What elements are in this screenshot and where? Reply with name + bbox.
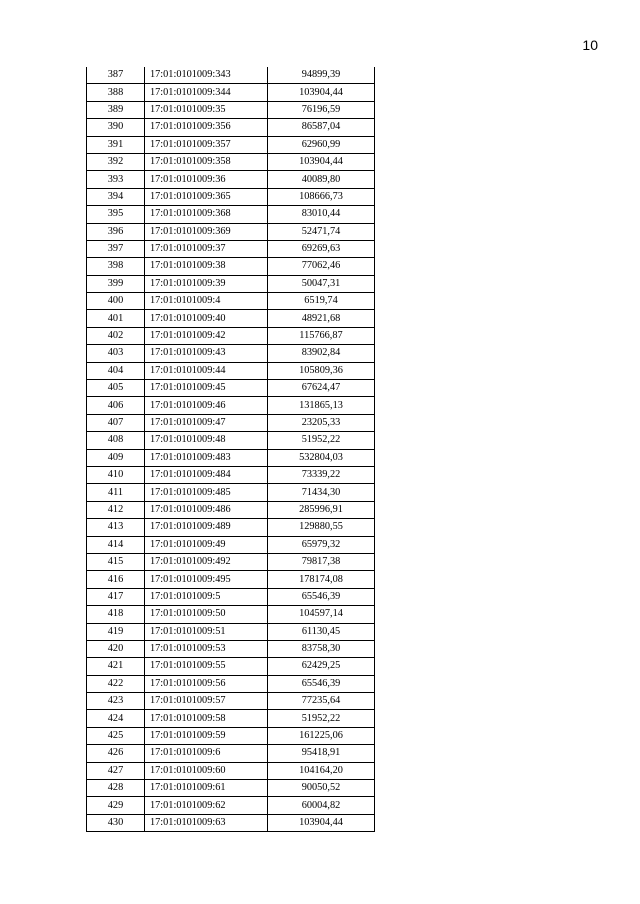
table-row: [87, 658, 375, 675]
row-number-cell: 411: [87, 484, 145, 501]
cadastral-value-cell: 90050,52: [268, 780, 375, 797]
cadastral-value-cell: 115766,87: [268, 327, 375, 344]
cadastral-number-cell: 17:01:0101009:38: [145, 258, 268, 275]
table-row: [87, 206, 375, 223]
cadastral-value-cell: 108666,73: [268, 188, 375, 205]
cadastral-value-cell: 103904,44: [268, 153, 375, 170]
table-row: [87, 153, 375, 170]
table-row: [87, 380, 375, 397]
table-row: [87, 414, 375, 431]
cadastral-value-cell: 105809,36: [268, 362, 375, 379]
table-row: [87, 675, 375, 692]
cadastral-number-cell: 17:01:0101009:51: [145, 623, 268, 640]
cadastral-number-cell: 17:01:0101009:483: [145, 449, 268, 466]
cadastral-value-cell: 73339,22: [268, 466, 375, 483]
cadastral-value-cell: 94899,39: [268, 67, 375, 84]
row-number-cell: 427: [87, 762, 145, 779]
row-number-cell: 400: [87, 293, 145, 310]
cadastral-number-cell: 17:01:0101009:55: [145, 658, 268, 675]
table-row: [87, 519, 375, 536]
cadastral-number-cell: 17:01:0101009:46: [145, 397, 268, 414]
table-row: [87, 693, 375, 710]
cadastral-value-cell: 83902,84: [268, 345, 375, 362]
cadastral-value-cell: 65546,39: [268, 675, 375, 692]
table-row: [87, 345, 375, 362]
table-row: [87, 293, 375, 310]
cadastral-value-cell: 86587,04: [268, 119, 375, 136]
table-row: [87, 327, 375, 344]
row-number-cell: 389: [87, 101, 145, 118]
cadastral-value-cell: 65546,39: [268, 588, 375, 605]
row-number-cell: 417: [87, 588, 145, 605]
table-row: [87, 223, 375, 240]
cadastral-value-cell: 79817,38: [268, 553, 375, 570]
table-row: [87, 101, 375, 118]
cadastral-value-cell: 40089,80: [268, 171, 375, 188]
cadastral-number-cell: 17:01:0101009:63: [145, 814, 268, 831]
row-number-cell: 428: [87, 780, 145, 797]
row-number-cell: 426: [87, 745, 145, 762]
cadastral-number-cell: 17:01:0101009:43: [145, 345, 268, 362]
cadastral-value-cell: 61130,45: [268, 623, 375, 640]
cadastral-number-cell: 17:01:0101009:484: [145, 466, 268, 483]
cadastral-value-cell: 104164,20: [268, 762, 375, 779]
cadastral-number-cell: 17:01:0101009:37: [145, 240, 268, 257]
row-number-cell: 424: [87, 710, 145, 727]
cadastral-number-cell: 17:01:0101009:45: [145, 380, 268, 397]
cadastral-number-cell: 17:01:0101009:356: [145, 119, 268, 136]
table-row: [87, 571, 375, 588]
cadastral-number-cell: 17:01:0101009:50: [145, 606, 268, 623]
cadastral-value-cell: 51952,22: [268, 710, 375, 727]
cadastral-number-cell: 17:01:0101009:60: [145, 762, 268, 779]
row-number-cell: 401: [87, 310, 145, 327]
cadastral-number-cell: 17:01:0101009:4: [145, 293, 268, 310]
row-number-cell: 422: [87, 675, 145, 692]
page-number: 10: [582, 37, 598, 53]
row-number-cell: 391: [87, 136, 145, 153]
cadastral-value-cell: 48921,68: [268, 310, 375, 327]
row-number-cell: 406: [87, 397, 145, 414]
table-row: [87, 188, 375, 205]
table-row: [87, 84, 375, 101]
cadastral-number-cell: 17:01:0101009:48: [145, 432, 268, 449]
row-number-cell: 413: [87, 519, 145, 536]
cadastral-number-cell: 17:01:0101009:35: [145, 101, 268, 118]
table-row: [87, 258, 375, 275]
table-body: [87, 67, 375, 832]
cadastral-value-cell: 178174,08: [268, 571, 375, 588]
table-row: [87, 240, 375, 257]
cadastral-number-cell: 17:01:0101009:47: [145, 414, 268, 431]
table-row: [87, 588, 375, 605]
cadastral-value-cell: 95418,91: [268, 745, 375, 762]
cadastral-value-cell: 77235,64: [268, 693, 375, 710]
cadastral-value-cell: 62429,25: [268, 658, 375, 675]
cadastral-number-cell: 17:01:0101009:62: [145, 797, 268, 814]
row-number-cell: 404: [87, 362, 145, 379]
row-number-cell: 397: [87, 240, 145, 257]
row-number-cell: 410: [87, 466, 145, 483]
cadastral-number-cell: 17:01:0101009:59: [145, 727, 268, 744]
row-number-cell: 388: [87, 84, 145, 101]
table-row: [87, 745, 375, 762]
table-row: [87, 362, 375, 379]
table-row: [87, 762, 375, 779]
cadastral-number-cell: 17:01:0101009:485: [145, 484, 268, 501]
cadastral-value-table: [86, 67, 375, 832]
table-row: [87, 397, 375, 414]
table-row: [87, 814, 375, 831]
row-number-cell: 395: [87, 206, 145, 223]
cadastral-value-cell: 65979,32: [268, 536, 375, 553]
row-number-cell: 403: [87, 345, 145, 362]
cadastral-number-cell: 17:01:0101009:5: [145, 588, 268, 605]
cadastral-number-cell: 17:01:0101009:369: [145, 223, 268, 240]
table-row: [87, 310, 375, 327]
cadastral-number-cell: 17:01:0101009:40: [145, 310, 268, 327]
row-number-cell: 421: [87, 658, 145, 675]
row-number-cell: 412: [87, 501, 145, 518]
cadastral-value-cell: 23205,33: [268, 414, 375, 431]
cadastral-number-cell: 17:01:0101009:36: [145, 171, 268, 188]
row-number-cell: 420: [87, 640, 145, 657]
row-number-cell: 398: [87, 258, 145, 275]
table-row: [87, 67, 375, 84]
cadastral-number-cell: 17:01:0101009:486: [145, 501, 268, 518]
row-number-cell: 419: [87, 623, 145, 640]
row-number-cell: 418: [87, 606, 145, 623]
table-row: [87, 136, 375, 153]
cadastral-value-cell: 131865,13: [268, 397, 375, 414]
row-number-cell: 390: [87, 119, 145, 136]
row-number-cell: 429: [87, 797, 145, 814]
cadastral-number-cell: 17:01:0101009:365: [145, 188, 268, 205]
cadastral-number-cell: 17:01:0101009:56: [145, 675, 268, 692]
cadastral-value-cell: 76196,59: [268, 101, 375, 118]
cadastral-number-cell: 17:01:0101009:6: [145, 745, 268, 762]
row-number-cell: 409: [87, 449, 145, 466]
row-number-cell: 415: [87, 553, 145, 570]
cadastral-value-cell: 161225,06: [268, 727, 375, 744]
cadastral-value-cell: 83010,44: [268, 206, 375, 223]
row-number-cell: 416: [87, 571, 145, 588]
table-row: [87, 710, 375, 727]
row-number-cell: 425: [87, 727, 145, 744]
table-row: [87, 623, 375, 640]
row-number-cell: 414: [87, 536, 145, 553]
row-number-cell: 405: [87, 380, 145, 397]
cadastral-number-cell: 17:01:0101009:495: [145, 571, 268, 588]
table-row: [87, 553, 375, 570]
cadastral-number-cell: 17:01:0101009:42: [145, 327, 268, 344]
cadastral-value-cell: 71434,30: [268, 484, 375, 501]
cadastral-number-cell: 17:01:0101009:53: [145, 640, 268, 657]
cadastral-number-cell: 17:01:0101009:39: [145, 275, 268, 292]
cadastral-value-cell: 129880,55: [268, 519, 375, 536]
row-number-cell: 430: [87, 814, 145, 831]
cadastral-number-cell: 17:01:0101009:489: [145, 519, 268, 536]
table-row: [87, 536, 375, 553]
cadastral-value-cell: 532804,03: [268, 449, 375, 466]
cadastral-number-cell: 17:01:0101009:44: [145, 362, 268, 379]
cadastral-value-cell: 103904,44: [268, 84, 375, 101]
table-row: [87, 797, 375, 814]
cadastral-value-cell: 69269,63: [268, 240, 375, 257]
cadastral-number-cell: 17:01:0101009:343: [145, 67, 268, 84]
cadastral-value-cell: 6519,74: [268, 293, 375, 310]
cadastral-number-cell: 17:01:0101009:358: [145, 153, 268, 170]
table-row: [87, 275, 375, 292]
row-number-cell: 402: [87, 327, 145, 344]
table-row: [87, 501, 375, 518]
table-row: [87, 484, 375, 501]
row-number-cell: 396: [87, 223, 145, 240]
table-row: [87, 466, 375, 483]
cadastral-value-cell: 52471,74: [268, 223, 375, 240]
cadastral-value-cell: 60004,82: [268, 797, 375, 814]
cadastral-value-cell: 67624,47: [268, 380, 375, 397]
row-number-cell: 394: [87, 188, 145, 205]
cadastral-number-cell: 17:01:0101009:49: [145, 536, 268, 553]
table-row: [87, 119, 375, 136]
table-row: [87, 640, 375, 657]
cadastral-value-cell: 285996,91: [268, 501, 375, 518]
cadastral-value-cell: 83758,30: [268, 640, 375, 657]
cadastral-number-cell: 17:01:0101009:61: [145, 780, 268, 797]
row-number-cell: 387: [87, 67, 145, 84]
cadastral-number-cell: 17:01:0101009:344: [145, 84, 268, 101]
cadastral-number-cell: 17:01:0101009:58: [145, 710, 268, 727]
row-number-cell: 407: [87, 414, 145, 431]
table-row: [87, 780, 375, 797]
cadastral-value-cell: 50047,31: [268, 275, 375, 292]
cadastral-number-cell: 17:01:0101009:492: [145, 553, 268, 570]
cadastral-value-cell: 51952,22: [268, 432, 375, 449]
cadastral-value-cell: 77062,46: [268, 258, 375, 275]
table-row: [87, 171, 375, 188]
cadastral-value-cell: 104597,14: [268, 606, 375, 623]
table-row: [87, 727, 375, 744]
cadastral-value-cell: 62960,99: [268, 136, 375, 153]
row-number-cell: 399: [87, 275, 145, 292]
row-number-cell: 393: [87, 171, 145, 188]
cadastral-number-cell: 17:01:0101009:57: [145, 693, 268, 710]
table-row: [87, 432, 375, 449]
table-row: [87, 606, 375, 623]
row-number-cell: 392: [87, 153, 145, 170]
cadastral-value-cell: 103904,44: [268, 814, 375, 831]
table-row: [87, 449, 375, 466]
cadastral-number-cell: 17:01:0101009:357: [145, 136, 268, 153]
cadastral-number-cell: 17:01:0101009:368: [145, 206, 268, 223]
row-number-cell: 423: [87, 693, 145, 710]
row-number-cell: 408: [87, 432, 145, 449]
